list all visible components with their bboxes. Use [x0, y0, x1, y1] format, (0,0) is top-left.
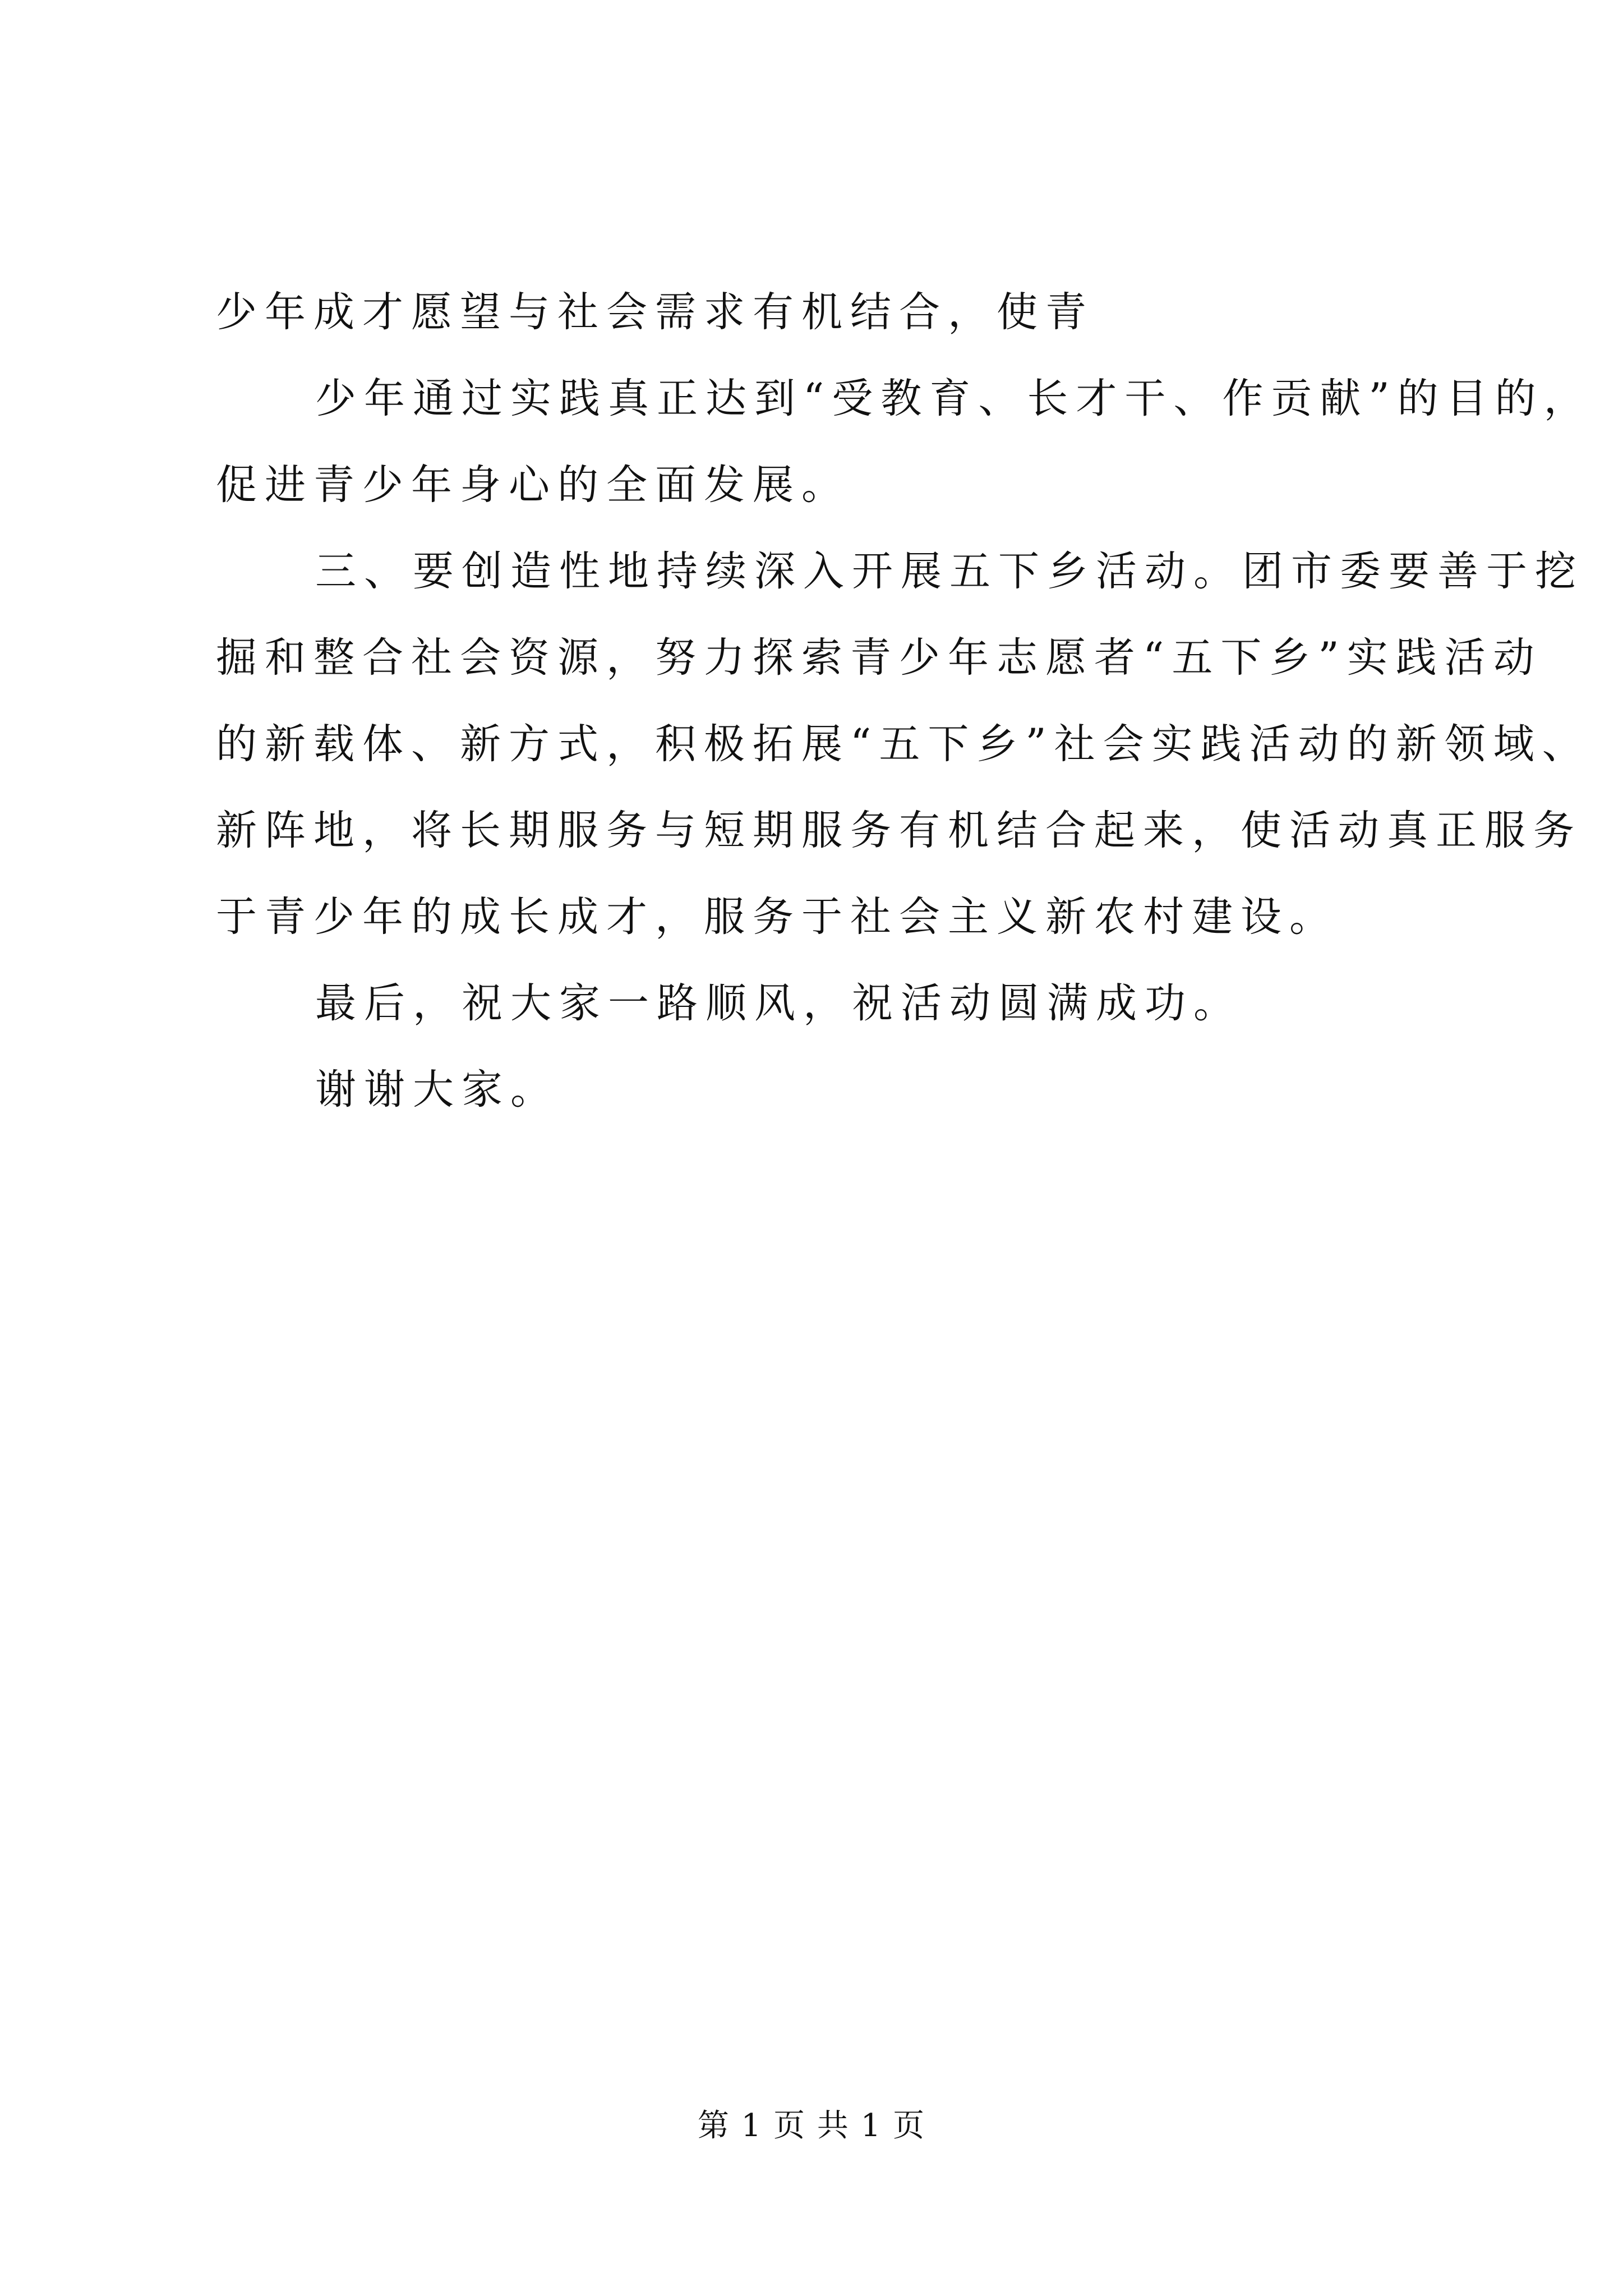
paragraph-line: 谢谢大家。	[315, 1066, 559, 1114]
paragraph-line: 最后，祝大家一路顺风，祝活动圆满成功。	[315, 979, 1242, 1027]
paragraph-line: 新阵地，将长期服务与短期服务有机结合起来，使活动真正服务	[216, 807, 1582, 854]
paragraph-line: 三、要创造性地持续深入开展五下乡活动。团市委要善于挖	[315, 547, 1584, 595]
paragraph-line: 掘和整合社会资源，努力探索青少年志愿者“五下乡”实践活动	[216, 634, 1542, 682]
paragraph-line: 促进青少年身心的全面发展。	[216, 461, 850, 509]
paragraph-line: 少年通过实践真正达到“受教育、长才干、作贡献”的目的，	[315, 375, 1593, 422]
paragraph-line: 少年成才愿望与社会需求有机结合，使青	[216, 288, 1094, 336]
paragraph-line: 的新载体、新方式，积极拓展“五下乡”社会实践活动的新领域、	[216, 720, 1591, 768]
paragraph-line: 于青少年的成长成才，服务于社会主义新农村建设。	[216, 893, 1338, 941]
document-body	[216, 269, 1593, 1133]
page-number-footer: 第 1 页 共 1 页	[697, 2108, 926, 2144]
